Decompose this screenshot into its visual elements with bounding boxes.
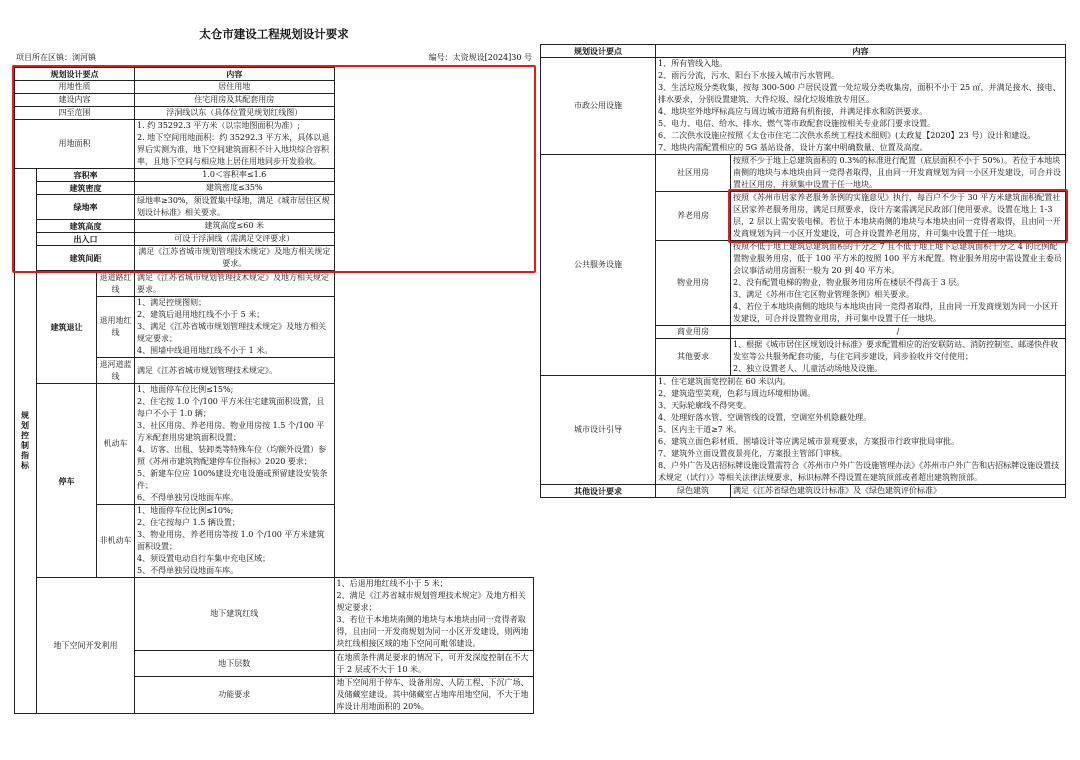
table-row (541, 485, 1066, 498)
row-text: 1、地面停车位比例≤15%; 2、住宅按 1.0 个/100 平方米住宅建筑面积设置，且每户不小于 1.0 辆； 3、社区用房、养老用房、物业用房按 1.5 个/100 平方米配套用房建筑面积设置； 4、访客、出租、装卸类等特殊车位（均额外设置）参照《苏州市建筑物配建停车位指标》2020 要求； 5、新建车位应 100%建设充电设施或预留建设安装条件； 6、不得单独另设地面车库。 (137, 385, 328, 502)
row-text: 按照不少于地上总建筑面积的 0.3%的标准进行配置（底层面积不小于 50%）。若位于本地块南侧的地块与本地块由同一竞得者取得，且由同一开发商规划为同一小区开发建设，可合并设置社区用房，并须集中设置于任一地块。 (733, 156, 1061, 189)
row-text: 地下空间用于停车、设备用房、人防工程、下沉广场、及储藏室建设。其中储藏室占地库用地空间，不大于地库设计用地面积的 20%。 (336, 678, 529, 711)
row-text: 1、住宅建筑面宽控制在 60 米以内。 2、建筑造型美观，色彩与周边环境相协调。 3、天际轮廓线不得突变。 4、处理好落水管、空调管线的设置，空调室外机隐蔽处理。 5、区内主干道≥7 米。 6、建筑立面色彩材质、围墙设计等应满足城市景观要求，方案报市行政审批局审批。 7、建筑外立面设置夜景亮化，方案报主管部门审核。 8、户外广告及店招标牌设施设置需符合《苏州市户外广告设施管理办法》《苏州市户外广告和店招标牌设施设置技术规定（试行）》等相关法律法规要求，标识标牌不得设置在建筑顶部或者超出建筑物顶部。 (658, 377, 1060, 482)
sub-label: 退道路红线 (97, 271, 135, 297)
row-label: 其他设计要求 (541, 485, 656, 498)
row-label: 四至范围 (15, 107, 135, 120)
row-label: 出入口 (37, 233, 135, 246)
side-label: 规划控制指标 (15, 169, 37, 714)
table-row (541, 376, 1066, 485)
sub-label: 养老用房 (656, 192, 731, 241)
row-label: 建筑密度 (37, 182, 135, 195)
sub-label: 地下层数 (135, 651, 334, 677)
group-label: 公共服务设施 (541, 155, 656, 376)
project-location: 项目所在区镇：浏河镇 (16, 53, 96, 62)
table-row (15, 246, 534, 271)
row-text: 1、地面停车位比例≤10%; 2、住宅按每户 1.5 辆设置； 3、物业用房、养老用房等按 1.0 个/100 平方米建筑面积设置； 4、须设置电动自行车集中充电区域； 5、不得单独另设地面车库。 (137, 506, 325, 575)
table-row (15, 182, 534, 195)
row-label: 用地面积 (15, 120, 135, 169)
row-value (731, 339, 1066, 376)
table-row (15, 384, 534, 505)
row-value (334, 578, 533, 651)
sub-label: 机动车 (97, 384, 135, 505)
table-row (15, 169, 534, 182)
row-value (656, 58, 1066, 155)
row-label: 绿地率 (37, 195, 135, 220)
left-page (14, 8, 534, 748)
row-value: 满足《江苏省城市规划管理技术规定》及地方相关规定要求。 (135, 271, 334, 297)
table-row (15, 578, 534, 651)
row-label: 用地性质 (15, 81, 135, 94)
sub-label: 非机动车 (97, 505, 135, 578)
top-margin (540, 8, 1066, 44)
row-value: 满足《江苏省城市规划管理技术规定》。 (135, 358, 334, 384)
land-area-line: 1. 约 35292.3 平方米（以宗地图面积为准）; (137, 121, 301, 130)
row-label: 建筑高度 (37, 220, 135, 233)
planning-table-right (540, 44, 1066, 498)
row-label: 城市设计引导 (541, 376, 656, 485)
table-row (15, 94, 534, 107)
sub-label: 退河道蓝线 (97, 358, 135, 384)
row-text: 1、后退用地红线不小于 5 米； 2、满足《江苏省城市规划管理技术规定》及地方相关规定要求； 3、若位于本地块南侧的地块与本地块由同一竞得者取得，且由同一开发商规划为同一小区开发建设，则两地块红线相接区域的地下空间可毗邻建设。 (336, 579, 529, 648)
table-row (15, 233, 534, 246)
header-key: 规划设计要点 (15, 68, 135, 81)
row-value: 建筑高度≤60 米 (135, 220, 334, 233)
table-row (15, 81, 534, 94)
row-text: 按照不低于地上建筑总建筑面积的千分之 7 且不低于地上地下总建筑面积千分之 4 的比例配置物业服务用房，低于 100 平方米的按照 100 平方米配置。物业服务用房中需设置业主委员会议事活动用房面积一般为 20 到 40 平方米。 2、没有配置电梯的物业，物业服务用房所在楼层不得高于 3 层。 3、满足《苏州市住宅区物业管理条例》相关要求。 4、若位于本地块南侧的地块与本地块由同一竞得者取得，且由同一开发商规划为同一小区开发建设，可合并设置物业用房，并可集中设置于任一地块。 (733, 242, 1062, 323)
sub-label: 商业用房 (656, 326, 731, 339)
row-value (135, 384, 334, 505)
row-label: 市政公用设施 (541, 58, 656, 155)
table-row (541, 155, 1066, 192)
planning-table-left (14, 67, 534, 714)
document-number: 编号：太资规设[2024]30 号 (428, 53, 532, 62)
row-value: 居住用地 (135, 81, 334, 94)
row-label: 容积率 (37, 169, 135, 182)
row-value (135, 505, 334, 578)
row-value: 1.0＜容积率≤1.6 (135, 169, 334, 182)
sub-label: 其他要求 (656, 339, 731, 376)
header-key: 规划设计要点 (541, 45, 656, 58)
group-label: 建筑退让 (37, 271, 97, 384)
row-value: 在地质条件满足要求的情况下，可开发深度控制在不大于 2 层或不大于 10 米。 (334, 651, 533, 677)
row-value (135, 297, 334, 358)
table-row (15, 120, 534, 169)
row-value (731, 155, 1066, 192)
group-label: 地下空间开发利用 (37, 578, 135, 714)
sub-label: 功能要求 (135, 677, 334, 714)
row-value (656, 376, 1066, 485)
row-value: 满足《江苏省绿色建筑设计标准》及《绿色建筑评价标准》 (731, 485, 1066, 498)
row-label: 建设内容 (15, 94, 135, 107)
table-header-row (15, 68, 534, 81)
header-content: 内容 (656, 45, 1066, 58)
row-value (334, 677, 533, 714)
table-header-row (541, 45, 1066, 58)
row-value: 可设于浮洞线（需满足交评要求） (135, 233, 334, 246)
row-value: 建筑密度≤35% (135, 182, 334, 195)
row-text: 1、满足控规图则； 2、建筑后退用地红线不小于 5 米； 3、满足《江苏省城市规划管理技术规定》及地方相关规定要求； 4、围墙中线退用地红线不小于 1 米。 (137, 298, 327, 355)
row-value: 满足《江苏省城市规划管理技术规定》及地方相关规定要求。 (135, 246, 334, 271)
row-value (731, 241, 1066, 326)
row-value (135, 120, 334, 169)
row-value: 住宅用房及其配套用房 (135, 94, 334, 107)
header-content: 内容 (135, 68, 334, 81)
land-area-line: 2. 地下空间用地面积：约 35292.3 平方米，具体以退界后实测为准，地下空间建筑面积不计入地块综合容积率，且地下空间与相应地上居住用地同步开发验收。 (137, 133, 330, 166)
row-value: / (731, 326, 1066, 339)
row-value (731, 192, 1066, 241)
sub-label: 地下建筑红线 (135, 578, 334, 651)
group-label: 停车 (37, 384, 97, 578)
table-row (541, 58, 1066, 155)
row-text: 1、根据《城市居住区规划设计标准》要求配置相应的治安联防站、消防控制室、邮递快件收发室等公共服务配套功能，与住宅同步建设，同步验收并交付使用； 2、独立设置老人、儿童活动场地及设施。 (733, 340, 1059, 373)
right-page (540, 8, 1066, 748)
document-meta (14, 52, 534, 63)
sub-label: 退用地红线 (97, 297, 135, 358)
table-row (15, 195, 534, 220)
row-text: 按照《苏州市居家养老服务条例的实施意见》执行，每百户不少于 30 平方米建筑面积配置社区居家养老服务用房，满足日照要求，设计方案需满足民政部门使用要求。设置在地上 1-3 层，2 层以上需安装电梯。若位于本地块南侧的地块与本地块由同一竞得者取得，且由同一开发商规划为同一小区开发建设，可合并设置养老用房，并可集中设置于任一地块。 (733, 193, 1061, 238)
table-row (15, 271, 534, 297)
table-row (15, 107, 534, 120)
document-title: 太仓市建设工程规划设计要求 (199, 27, 349, 41)
sub-label: 绿色建筑 (656, 485, 731, 498)
sub-label: 社区用房 (656, 155, 731, 192)
table-row (15, 220, 534, 233)
row-value: 绿地率≥30%，须设置集中绿地，满足《城市居住区规划设计标准》相关要求。 (135, 195, 334, 220)
sub-label: 物业用房 (656, 241, 731, 326)
row-text: 1、所有管线入地。 2、雨污分流，污水、阳台下水接入城市污水管网。 3、生活垃圾分类收集，按每 300-500 户居民设置一处垃圾分类收集房，面积不小于 25 ㎡，并满足接水、接电、排水要求，分别设置建筑、大件垃圾、绿化垃圾堆放专用区。 4、地块室外地坪标高应与周边城市道路有机衔接，并满足排水和防洪要求。 5、电力、电信、给水、排水、燃气等市政配套设施按相关专业部门要求设置。 6、二次供水设施应按照《太仓市住宅二次供水系统工程技术细则》(太政复【2020】23 号）设计和建设。 7、地块内需配置相应的 5G 基站设备，设计方案中明确数量、位置及高度。 (658, 59, 1061, 152)
row-value: 浮洞线以东（具体位置见规划红线图） (135, 107, 334, 120)
row-label: 建筑间距 (37, 246, 135, 271)
